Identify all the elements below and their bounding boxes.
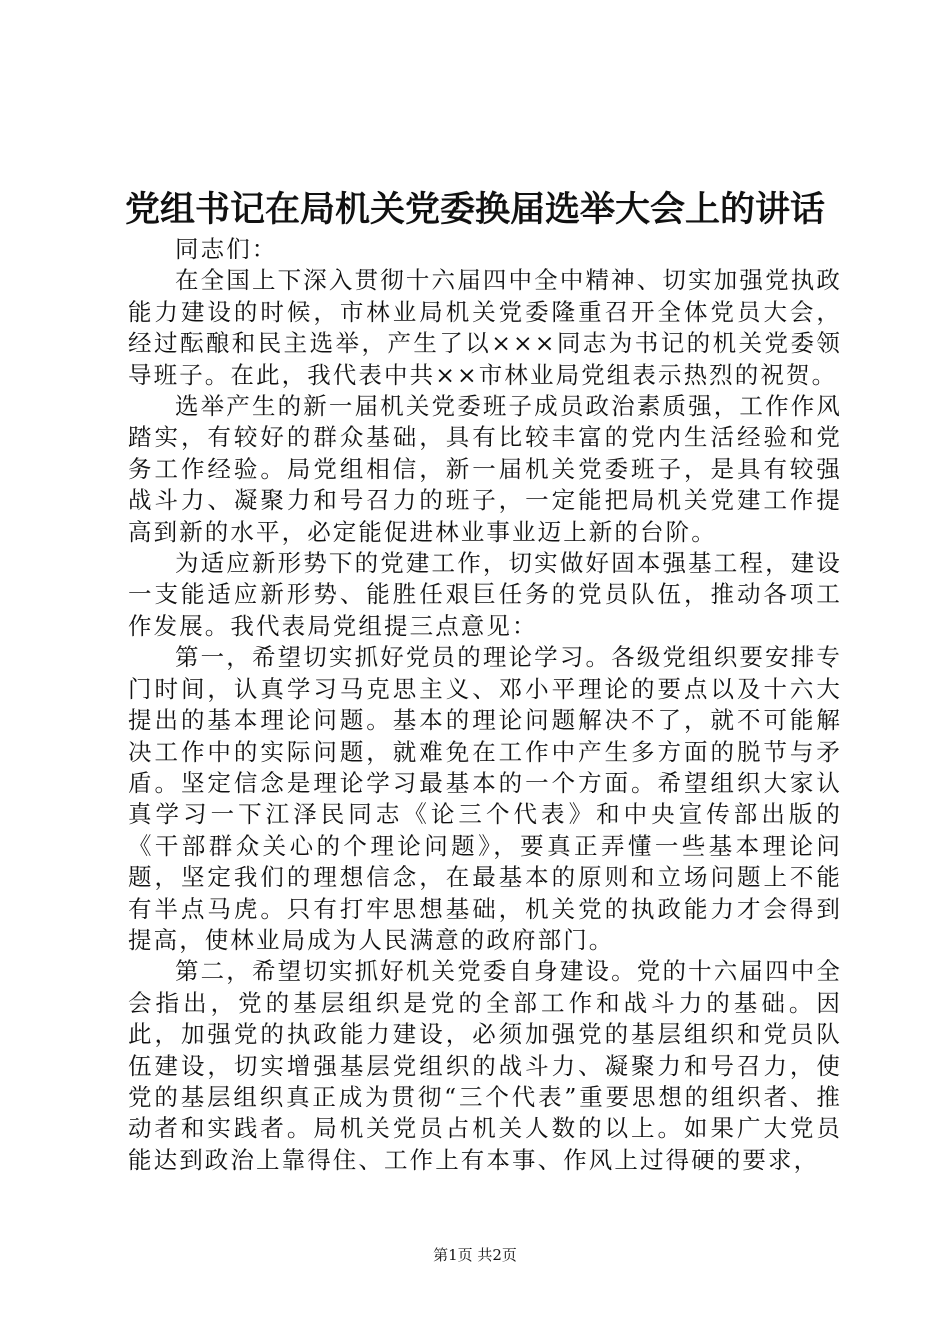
document-body — [128, 234, 842, 1176]
paragraph-committee: 选举产生的新一届机关党委班子成员政治素质强，工作作风踏实，有较好的群众基础，具有比较丰富的党内生活经验和党务工作经验。局党组相信，新一届机关党委班子，是具有较强战斗力、凝聚力和号召力的班子，一定能把局机关党建工作提高到新的水平，必定能促进林业事业迈上新的台阶。 — [128, 392, 842, 546]
salutation: 同志们： — [175, 235, 278, 263]
paragraph-opinions: 为适应新形势下的党建工作，切实做好固本强基工程，建设一支能适应新形势、能胜任艰巨任务的党员队伍，推动各项工作发展。我代表局党组提三点意见： — [128, 549, 842, 640]
paragraph-intro: 在全国上下深入贯彻十六届四中全中精神、切实加强党执政能力建设的时候，市林业局机关党委隆重召开全体党员大会，经过酝酿和民主选举，产生了以×××同志为书记的机关党委领导班子。在此，我代表中共××市林业局党组表示热烈的祝贺。 — [128, 266, 842, 389]
page-footer: 第1页 共2页 — [433, 1246, 517, 1264]
document-title: 党组书记在局机关党委换届选举大会上的讲话 — [124, 189, 825, 230]
paragraph-second: 第二，希望切实抓好机关党委自身建设。党的十六届四中全会指出，党的基层组织是党的全部工作和战斗力的基础。因此，加强党的执政能力建设，必须加强党的基层组织和党员队伍建设，切实增强基层党组织的战斗力、凝聚力和号召力，使党的基层组织真正成为贯彻“三个代表”重要思想的组织者、推动者和实践者。局机关党员占机关人数的以上。如果广大党员能达到政治上靠得住、工作上有本事、作风上过得硬的要求， — [128, 957, 842, 1174]
paragraph-first: 第一，希望切实抓好党员的理论学习。各级党组织要安排专门时间，认真学习马克思主义、邓小平理论的要点以及十六大提出的基本理论问题。基本的理论问题解决不了，就不可能解决工作中的实际问题，就难免在工作中产生多方面的脱节与矛盾。坚定信念是理论学习最基本的一个方面。希望组织大家认真学习一下江泽民同志《论三个代表》和中央宣传部出版的《干部群众关心的个理论问题》，要真正弄懂一些基本理论问题，坚定我们的理想信念，在最基本的原则和立场问题上不能有半点马虎。只有打牢思想基础，机关党的执政能力才会得到提高，使林业局成为人民满意的政府部门。 — [128, 643, 842, 954]
